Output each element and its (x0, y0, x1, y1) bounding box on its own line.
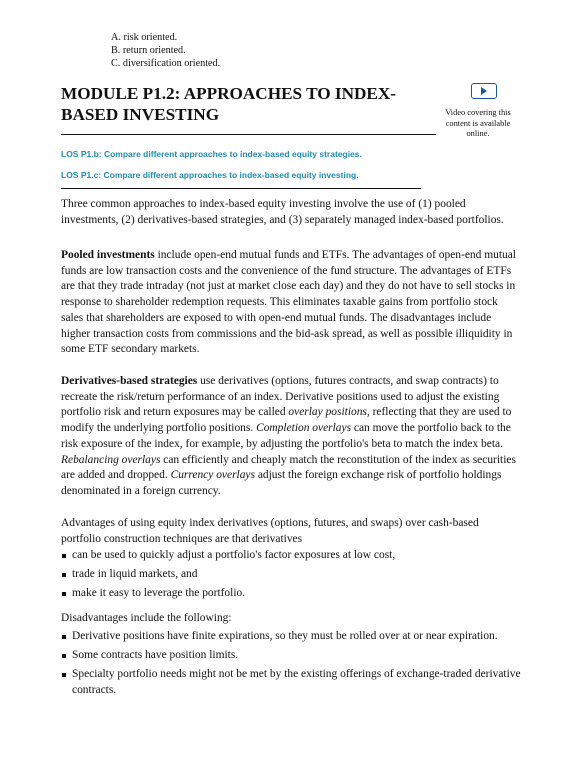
list-item (61, 567, 521, 583)
overlay-positions-term: overlay positions (288, 406, 367, 419)
currency-overlays-term: Currency overlays (170, 469, 255, 482)
disadvantages-list (61, 629, 521, 702)
pooled-text: include open-end mutual funds and ETFs. The advantages of open-end mutual funds are low transaction costs and the convenience of the fund structure. The advantages of ETFs are that they trade intraday (not just at market close each day) and they do not have to sell stocks in response to shareholder redemption requests. This eliminates taxable gains from portfolio stock sales that shareholders are exposed to with open-end mutual funds. The disadvantages include higher transaction costs from commissions and the bid-ask spread, as well as possible illiquidity in some ETF secondary markets. (61, 249, 516, 356)
advantages-intro-text: Advantages of using equity index derivatives (options, futures, and swaps) over cash-based portfolio construction techniques are that derivatives (61, 517, 479, 545)
list-item-text: Derivative positions have finite expirations, so they must be rolled over at or near expiration. (72, 630, 498, 642)
video-callout[interactable] (439, 83, 517, 140)
option-b: B. return oriented. (111, 45, 186, 57)
advantages-intro (61, 516, 521, 547)
rebalancing-overlays-term: Rebalancing overlays (61, 453, 161, 466)
play-icon[interactable] (471, 83, 497, 99)
answer-options (111, 31, 220, 71)
los-statement-c: LOS P1.c: Compare different approaches to index-based equity investing. (61, 170, 359, 180)
bullet-icon (62, 673, 66, 677)
option-a: A. risk oriented. (111, 32, 178, 43)
list-item-text: trade in liquid markets, and (72, 568, 198, 581)
disadvantages-intro-text: Disadvantages include the following: (61, 612, 232, 624)
pooled-term: Pooled investments (61, 249, 155, 261)
intro-text: Three common approaches to index-based equity investing involve the use of (1) pooled investments, (2) derivatives-based strategies, and (3) separately managed index-based portfolios. (61, 198, 504, 226)
bullet-icon (62, 635, 66, 639)
list-item (61, 629, 521, 645)
list-item-text: Some contracts have position limits. (72, 649, 239, 662)
derivatives-text-1: use derivatives (options, futures contracts, and swap contracts) to recreate the risk/return performance of an index. Derivative positions used to adjust the existing portfolio risk and return exposures may be called (61, 375, 500, 419)
list-item-text: Specialty portfolio needs might not be met by the existing offerings of exchange-traded derivative contracts. (72, 668, 521, 696)
completion-overlays-term: Completion overlays (256, 422, 352, 435)
derivatives-term: Derivatives-based strategies (61, 375, 198, 387)
option-c: C. diversification oriented. (111, 58, 221, 70)
bullet-icon (62, 573, 66, 577)
derivatives-text-2: , reflecting that they are used to modify the underlying portfolio positions. (61, 406, 512, 435)
list-item (61, 667, 521, 698)
disadvantages-intro (61, 611, 521, 627)
intro-paragraph (61, 197, 521, 228)
derivatives-text-4: can efficiently and cheaply match the reconstitution of the index as securities are added and dropped. (61, 453, 516, 482)
list-item-text: make it easy to leverage the portfolio. (72, 587, 246, 600)
derivatives-paragraph (61, 374, 521, 500)
title-divider (61, 134, 436, 135)
los-statement-b: LOS P1.b: Compare different approaches to index-based equity strategies. (61, 149, 362, 159)
video-caption: Video covering this content is available online. (445, 108, 511, 139)
list-item-text: can be used to quickly adjust a portfolio's factor exposures at low cost, (72, 549, 396, 561)
list-item (61, 648, 521, 664)
bullet-icon (62, 654, 66, 658)
pooled-paragraph (61, 248, 521, 358)
derivatives-text-3: can move the portfolio back to the risk exposure of the index, for example, by adjusting the portfolio's beta to match the index beta. (61, 422, 511, 450)
advantages-list (61, 548, 521, 605)
derivatives-text-5: adjust the foreign exchange risk of portfolio holdings denominated in a foreign currency. (61, 469, 502, 497)
bullet-icon (62, 592, 66, 596)
los-divider (61, 188, 421, 189)
list-item (61, 548, 521, 564)
list-item (61, 586, 521, 602)
bullet-icon (62, 554, 66, 558)
module-title: MODULE P1.2: APPROACHES TO INDEX-BASED INVESTING (61, 84, 397, 124)
